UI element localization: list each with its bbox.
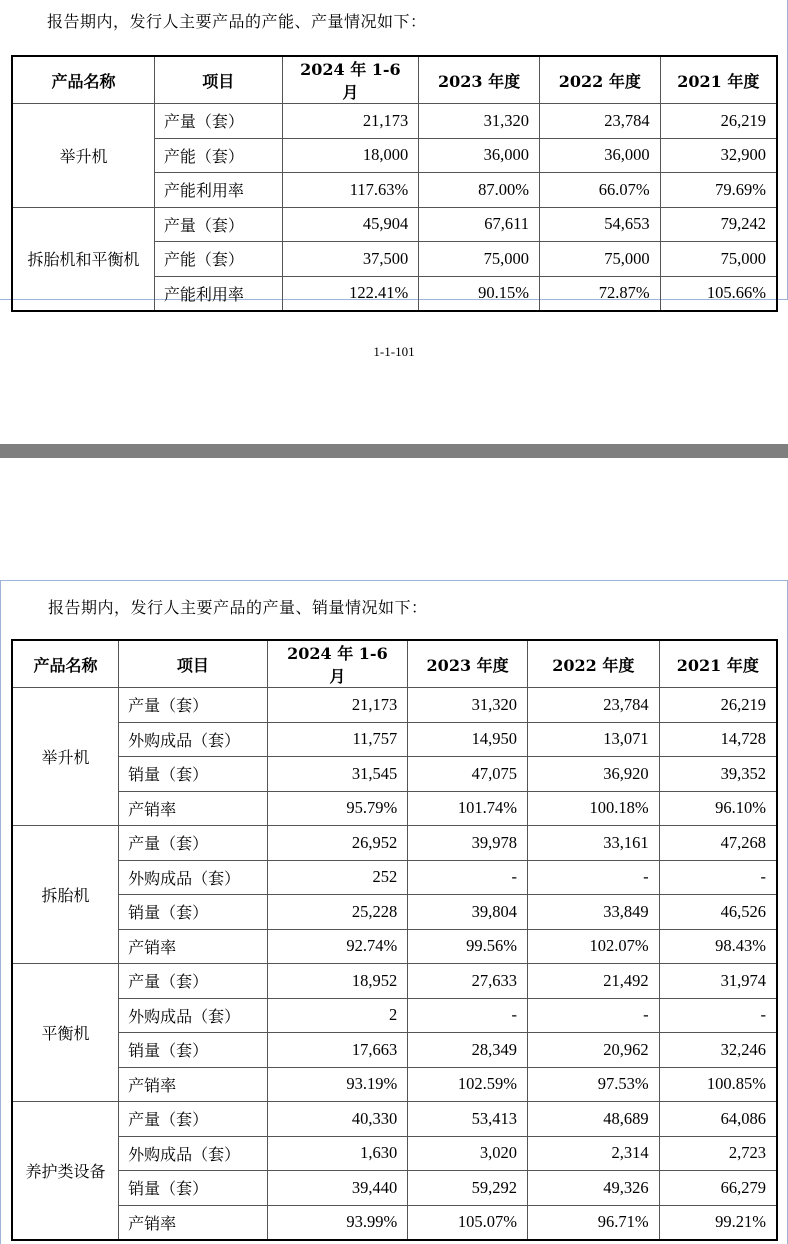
value-cell: 26,219 (659, 688, 777, 723)
value-cell: 25,228 (267, 895, 408, 930)
product-name-cell: 拆胎机 (12, 826, 119, 964)
value-cell: - (408, 860, 528, 895)
column-header: 2023 年度 (408, 640, 528, 688)
value-cell: 66.07% (539, 173, 660, 208)
value-cell: 97.53% (527, 1067, 659, 1102)
value-cell: 122.41% (282, 276, 419, 311)
item-cell: 产能利用率 (154, 276, 282, 311)
column-header: 2023 年度 (419, 56, 540, 104)
value-cell: 46,526 (659, 895, 777, 930)
column-header: 产品名称 (12, 56, 154, 104)
value-cell: 66,279 (659, 1171, 777, 1206)
value-cell: 33,849 (527, 895, 659, 930)
value-cell: 18,952 (267, 964, 408, 999)
column-header: 2022 年度 (539, 56, 660, 104)
value-cell: 23,784 (539, 104, 660, 139)
item-cell: 产量（套） (119, 826, 268, 861)
item-cell: 销量（套） (119, 757, 268, 792)
item-cell: 产能利用率 (154, 173, 282, 208)
item-cell: 产量（套） (119, 688, 268, 723)
table-row (12, 1102, 777, 1137)
page-separator (0, 444, 788, 458)
value-cell: 31,320 (419, 104, 540, 139)
column-header: 2021 年度 (659, 640, 777, 688)
value-cell: 90.15% (419, 276, 540, 311)
value-cell: 31,545 (267, 757, 408, 792)
value-cell: 17,663 (267, 1033, 408, 1068)
value-cell: 21,173 (282, 104, 419, 139)
value-cell: 105.66% (660, 276, 777, 311)
product-name-cell: 养护类设备 (12, 1102, 119, 1240)
value-cell: 47,268 (659, 826, 777, 861)
value-cell: 75,000 (419, 242, 540, 277)
product-name-cell: 平衡机 (12, 964, 119, 1102)
value-cell: 39,440 (267, 1171, 408, 1206)
value-cell: 45,904 (282, 207, 419, 242)
item-cell: 销量（套） (119, 895, 268, 930)
value-cell: 48,689 (527, 1102, 659, 1137)
value-cell: 102.59% (408, 1067, 528, 1102)
table-row (12, 722, 777, 757)
table-row (12, 1136, 777, 1171)
value-cell: 101.74% (408, 791, 528, 826)
value-cell: - (527, 860, 659, 895)
value-cell: 37,500 (282, 242, 419, 277)
value-cell: 27,633 (408, 964, 528, 999)
table-row (12, 207, 777, 242)
value-cell: 36,920 (527, 757, 659, 792)
item-cell: 外购成品（套） (119, 1136, 268, 1171)
item-cell: 产量（套） (119, 964, 268, 999)
product-name-cell: 拆胎机和平衡机 (12, 207, 154, 311)
value-cell: 75,000 (660, 242, 777, 277)
document-page-upper (0, 0, 788, 359)
value-cell: 98.43% (659, 929, 777, 964)
table-row (12, 964, 777, 999)
value-cell: 105.07% (408, 1205, 528, 1240)
item-cell: 产能（套） (154, 138, 282, 173)
value-cell: 252 (267, 860, 408, 895)
item-cell: 产量（套） (119, 1102, 268, 1137)
value-cell: 87.00% (419, 173, 540, 208)
value-cell: - (408, 998, 528, 1033)
value-cell: 21,173 (267, 688, 408, 723)
column-header: 2021 年度 (660, 56, 777, 104)
value-cell: 99.21% (659, 1205, 777, 1240)
value-cell: 39,804 (408, 895, 528, 930)
value-cell: 32,246 (659, 1033, 777, 1068)
value-cell: 54,653 (539, 207, 660, 242)
value-cell: 67,611 (419, 207, 540, 242)
column-header: 产品名称 (12, 640, 119, 688)
value-cell: 26,219 (660, 104, 777, 139)
table-row (12, 1067, 777, 1102)
item-cell: 外购成品（套） (119, 860, 268, 895)
value-cell: 40,330 (267, 1102, 408, 1137)
item-cell: 外购成品（套） (119, 722, 268, 757)
value-cell: 72.87% (539, 276, 660, 311)
value-cell: 117.63% (282, 173, 419, 208)
table-row (12, 1205, 777, 1240)
value-cell: 100.18% (527, 791, 659, 826)
column-header: 2024 年 1-6 月 (282, 56, 419, 104)
value-cell: - (659, 860, 777, 895)
item-cell: 产销率 (119, 1067, 268, 1102)
value-cell: 47,075 (408, 757, 528, 792)
value-cell: 23,784 (527, 688, 659, 723)
value-cell: 20,962 (527, 1033, 659, 1068)
value-cell: 92.74% (267, 929, 408, 964)
column-header: 项目 (154, 56, 282, 104)
table-row (12, 757, 777, 792)
product-name-cell: 举升机 (12, 688, 119, 826)
value-cell: 13,071 (527, 722, 659, 757)
capacity-table (11, 55, 778, 312)
value-cell: 39,978 (408, 826, 528, 861)
item-cell: 销量（套） (119, 1033, 268, 1068)
header-row (12, 640, 777, 688)
value-cell: 18,000 (282, 138, 419, 173)
value-cell: 3,020 (408, 1136, 528, 1171)
value-cell: 32,900 (660, 138, 777, 173)
item-cell: 产销率 (119, 1205, 268, 1240)
intro-paragraph: 报告期内，发行人主要产品的产能、产量情况如下： (47, 12, 427, 31)
item-cell: 产销率 (119, 929, 268, 964)
value-cell: 96.71% (527, 1205, 659, 1240)
value-cell: 75,000 (539, 242, 660, 277)
value-cell: 49,326 (527, 1171, 659, 1206)
value-cell: 36,000 (539, 138, 660, 173)
sales-table (11, 639, 778, 1241)
value-cell: 31,974 (659, 964, 777, 999)
value-cell: 28,349 (408, 1033, 528, 1068)
value-cell: 100.85% (659, 1067, 777, 1102)
value-cell: 14,950 (408, 722, 528, 757)
column-header: 2022 年度 (527, 640, 659, 688)
value-cell: 64,086 (659, 1102, 777, 1137)
column-header: 项目 (119, 640, 268, 688)
product-name-cell: 举升机 (12, 104, 154, 208)
header-row (12, 56, 777, 104)
item-cell: 产量（套） (154, 207, 282, 242)
value-cell: 36,000 (419, 138, 540, 173)
value-cell: 39,352 (659, 757, 777, 792)
table-row (12, 895, 777, 930)
value-cell: 2,723 (659, 1136, 777, 1171)
item-cell: 产能（套） (154, 242, 282, 277)
value-cell: 96.10% (659, 791, 777, 826)
item-cell: 销量（套） (119, 1171, 268, 1206)
page-number: 1-1-101 (373, 344, 415, 359)
value-cell: 11,757 (267, 722, 408, 757)
value-cell: 2,314 (527, 1136, 659, 1171)
table-row (12, 998, 777, 1033)
table-row (12, 1033, 777, 1068)
table-row (12, 688, 777, 723)
value-cell: 93.99% (267, 1205, 408, 1240)
value-cell: 79,242 (660, 207, 777, 242)
table-row (12, 929, 777, 964)
value-cell: 26,952 (267, 826, 408, 861)
value-cell: 93.19% (267, 1067, 408, 1102)
item-cell: 产销率 (119, 791, 268, 826)
value-cell: 2 (267, 998, 408, 1033)
value-cell: 95.79% (267, 791, 408, 826)
table-row (12, 826, 777, 861)
table-row (12, 791, 777, 826)
value-cell: 102.07% (527, 929, 659, 964)
value-cell: 59,292 (408, 1171, 528, 1206)
column-header: 2024 年 1-6 月 (267, 640, 408, 688)
table-row (12, 860, 777, 895)
table-row (12, 104, 777, 139)
item-cell: 产量（套） (154, 104, 282, 139)
value-cell: - (527, 998, 659, 1033)
value-cell: 33,161 (527, 826, 659, 861)
value-cell: 53,413 (408, 1102, 528, 1137)
intro-paragraph: 报告期内，发行人主要产品的产量、销量情况如下： (48, 598, 428, 617)
value-cell: 79.69% (660, 173, 777, 208)
value-cell: 31,320 (408, 688, 528, 723)
value-cell: 21,492 (527, 964, 659, 999)
item-cell: 外购成品（套） (119, 998, 268, 1033)
value-cell: 14,728 (659, 722, 777, 757)
value-cell: - (659, 998, 777, 1033)
value-cell: 1,630 (267, 1136, 408, 1171)
table-row (12, 1171, 777, 1206)
value-cell: 99.56% (408, 929, 528, 964)
